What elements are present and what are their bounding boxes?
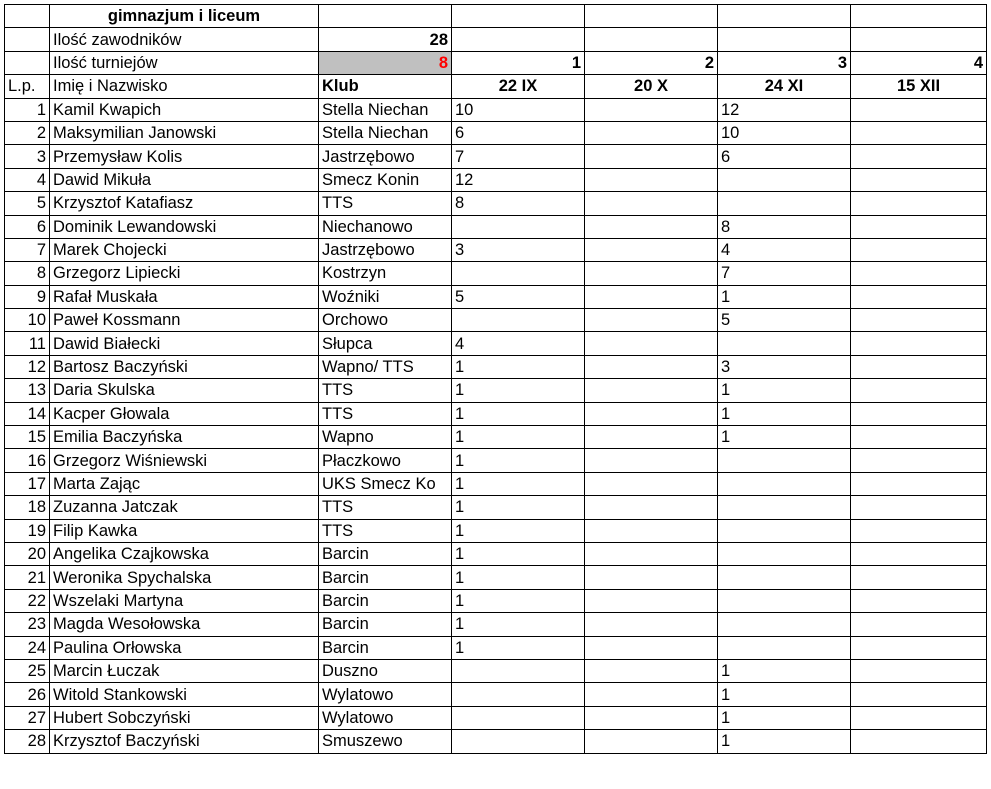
cell-score-t3[interactable] — [718, 168, 851, 191]
cell-score-t2[interactable] — [585, 426, 718, 449]
table-row — [5, 519, 987, 542]
table-row — [5, 215, 987, 238]
tournaments-count[interactable]: 8 — [319, 51, 452, 74]
cell-score-t2[interactable] — [585, 402, 718, 425]
cell-club[interactable]: Woźniki — [319, 285, 452, 308]
cell-club[interactable]: TTS — [319, 519, 452, 542]
tournament-number[interactable]: 4 — [851, 51, 987, 74]
cell-empty[interactable] — [5, 28, 50, 51]
cell-score-t3[interactable] — [718, 613, 851, 636]
cell-empty[interactable] — [319, 5, 452, 28]
cell-score-t2[interactable] — [585, 285, 718, 308]
cell-player-name[interactable]: Marta Zając — [50, 472, 319, 495]
cell-score-t2[interactable] — [585, 472, 718, 495]
cell-score-t3[interactable] — [718, 542, 851, 565]
cell-score-t2[interactable] — [585, 706, 718, 729]
table-row — [5, 589, 987, 612]
cell-player-name[interactable]: Krzysztof Katafiasz — [50, 192, 319, 215]
cell-lp[interactable]: 6 — [5, 215, 50, 238]
cell-score-t4[interactable] — [851, 472, 987, 495]
cell-score-t2[interactable] — [585, 98, 718, 121]
cell-lp[interactable]: 26 — [5, 683, 50, 706]
cell-score-t3[interactable]: 1 — [718, 683, 851, 706]
cell-score-t2[interactable] — [585, 168, 718, 191]
table-row — [5, 145, 987, 168]
cell-lp[interactable]: 10 — [5, 309, 50, 332]
cell-lp[interactable]: 25 — [5, 659, 50, 682]
cell-player-name[interactable]: Emilia Baczyńska — [50, 426, 319, 449]
cell-score-t3[interactable] — [718, 566, 851, 589]
cell-score-t1[interactable] — [452, 215, 585, 238]
cell-score-t2[interactable] — [585, 496, 718, 519]
cell-score-t1[interactable]: 1 — [452, 426, 585, 449]
cell-score-t3[interactable]: 6 — [718, 145, 851, 168]
cell-score-t2[interactable] — [585, 542, 718, 565]
cell-club[interactable]: Wapno/ TTS — [319, 355, 452, 378]
table-row — [5, 192, 987, 215]
table-row — [5, 566, 987, 589]
cell-empty[interactable] — [585, 28, 718, 51]
cell-empty[interactable] — [452, 5, 585, 28]
cell-empty[interactable] — [452, 28, 585, 51]
cell-lp[interactable]: 3 — [5, 145, 50, 168]
cell-score-t1[interactable]: 12 — [452, 168, 585, 191]
cell-score-t1[interactable]: 1 — [452, 496, 585, 519]
cell-empty[interactable] — [718, 28, 851, 51]
cell-club[interactable]: Płaczkowo — [319, 449, 452, 472]
cell-score-t4[interactable] — [851, 519, 987, 542]
cell-lp[interactable]: 9 — [5, 285, 50, 308]
cell-club[interactable]: TTS — [319, 402, 452, 425]
cell-lp[interactable]: 21 — [5, 566, 50, 589]
cell-player-name[interactable]: Dawid Białecki — [50, 332, 319, 355]
cell-score-t2[interactable] — [585, 309, 718, 332]
table-row — [5, 730, 987, 753]
cell-score-t3[interactable] — [718, 192, 851, 215]
cell-score-t3[interactable]: 8 — [718, 215, 851, 238]
cell-club[interactable]: TTS — [319, 496, 452, 519]
table-row — [5, 98, 987, 121]
title-row — [5, 5, 987, 28]
cell-lp[interactable]: 12 — [5, 355, 50, 378]
cell-lp[interactable]: 18 — [5, 496, 50, 519]
cell-score-t1[interactable]: 4 — [452, 332, 585, 355]
table-row — [5, 402, 987, 425]
header-name[interactable]: Imię i Nazwisko — [50, 75, 319, 98]
tournaments-count-row — [5, 51, 987, 74]
cell-club[interactable]: Barcin — [319, 542, 452, 565]
cell-score-t4[interactable] — [851, 426, 987, 449]
cell-score-t2[interactable] — [585, 589, 718, 612]
cell-score-t3[interactable]: 4 — [718, 238, 851, 261]
tournament-number[interactable]: 1 — [452, 51, 585, 74]
cell-player-name[interactable]: Wszelaki Martyna — [50, 589, 319, 612]
cell-score-t1[interactable]: 1 — [452, 379, 585, 402]
cell-score-t4[interactable] — [851, 496, 987, 519]
cell-score-t3[interactable]: 3 — [718, 355, 851, 378]
cell-score-t2[interactable] — [585, 683, 718, 706]
cell-score-t1[interactable] — [452, 706, 585, 729]
players-label[interactable]: Ilość zawodników — [50, 28, 319, 51]
cell-lp[interactable]: 5 — [5, 192, 50, 215]
cell-club[interactable]: UKS Smecz Ko — [319, 472, 452, 495]
cell-player-name[interactable]: Angelika Czajkowska — [50, 542, 319, 565]
cell-lp[interactable]: 22 — [5, 589, 50, 612]
table-row — [5, 121, 987, 144]
cell-score-t1[interactable]: 1 — [452, 402, 585, 425]
cell-club[interactable]: Barcin — [319, 589, 452, 612]
cell-score-t2[interactable] — [585, 379, 718, 402]
cell-score-t1[interactable] — [452, 730, 585, 753]
cell-club[interactable]: Wylatowo — [319, 683, 452, 706]
header-date[interactable]: 15 XII — [851, 75, 987, 98]
cell-club[interactable]: Niechanowo — [319, 215, 452, 238]
tournament-number[interactable]: 3 — [718, 51, 851, 74]
cell-score-t4[interactable] — [851, 636, 987, 659]
cell-lp[interactable]: 11 — [5, 332, 50, 355]
cell-score-t1[interactable]: 1 — [452, 636, 585, 659]
cell-empty[interactable] — [5, 5, 50, 28]
cell-score-t4[interactable] — [851, 613, 987, 636]
cell-score-t4[interactable] — [851, 355, 987, 378]
cell-club[interactable]: Duszno — [319, 659, 452, 682]
cell-score-t4[interactable] — [851, 309, 987, 332]
cell-club[interactable]: TTS — [319, 379, 452, 402]
cell-player-name[interactable]: Magda Wesołowska — [50, 613, 319, 636]
cell-score-t1[interactable]: 1 — [452, 472, 585, 495]
cell-score-t4[interactable] — [851, 402, 987, 425]
cell-lp[interactable]: 4 — [5, 168, 50, 191]
cell-lp[interactable]: 17 — [5, 472, 50, 495]
cell-score-t2[interactable] — [585, 238, 718, 261]
table-row — [5, 706, 987, 729]
cell-player-name[interactable]: Kacper Głowala — [50, 402, 319, 425]
cell-player-name[interactable]: Marek Chojecki — [50, 238, 319, 261]
results-sheet — [4, 4, 987, 754]
cell-player-name[interactable]: Witold Stankowski — [50, 683, 319, 706]
cell-score-t4[interactable] — [851, 449, 987, 472]
cell-score-t2[interactable] — [585, 449, 718, 472]
cell-score-t1[interactable]: 1 — [452, 519, 585, 542]
cell-club[interactable]: Smuszewo — [319, 730, 452, 753]
cell-score-t2[interactable] — [585, 121, 718, 144]
cell-score-t2[interactable] — [585, 730, 718, 753]
cell-score-t3[interactable]: 1 — [718, 426, 851, 449]
table-row — [5, 472, 987, 495]
cell-player-name[interactable]: Krzysztof Baczyński — [50, 730, 319, 753]
cell-score-t1[interactable] — [452, 683, 585, 706]
cell-club[interactable]: Jastrzębowo — [319, 145, 452, 168]
table-row — [5, 683, 987, 706]
cell-lp[interactable]: 28 — [5, 730, 50, 753]
cell-empty[interactable] — [718, 5, 851, 28]
cell-score-t3[interactable] — [718, 449, 851, 472]
cell-score-t3[interactable] — [718, 589, 851, 612]
cell-score-t2[interactable] — [585, 145, 718, 168]
cell-club[interactable]: Słupca — [319, 332, 452, 355]
cell-score-t3[interactable] — [718, 636, 851, 659]
cell-club[interactable]: TTS — [319, 192, 452, 215]
cell-score-t2[interactable] — [585, 355, 718, 378]
sheet-title[interactable]: gimnazjum i liceum — [50, 5, 319, 28]
cell-player-name[interactable]: Marcin Łuczak — [50, 659, 319, 682]
cell-score-t1[interactable]: 5 — [452, 285, 585, 308]
cell-score-t2[interactable] — [585, 192, 718, 215]
header-date[interactable]: 22 IX — [452, 75, 585, 98]
cell-score-t2[interactable] — [585, 566, 718, 589]
cell-lp[interactable]: 14 — [5, 402, 50, 425]
cell-score-t4[interactable] — [851, 730, 987, 753]
cell-score-t3[interactable] — [718, 519, 851, 542]
table-row — [5, 262, 987, 285]
table-row — [5, 332, 987, 355]
cell-lp[interactable]: 2 — [5, 121, 50, 144]
tournament-number[interactable]: 2 — [585, 51, 718, 74]
cell-score-t1[interactable]: 7 — [452, 145, 585, 168]
cell-score-t1[interactable]: 6 — [452, 121, 585, 144]
cell-score-t4[interactable] — [851, 98, 987, 121]
cell-lp[interactable]: 23 — [5, 613, 50, 636]
cell-score-t1[interactable]: 1 — [452, 613, 585, 636]
cell-score-t3[interactable]: 12 — [718, 98, 851, 121]
cell-score-t1[interactable]: 3 — [452, 238, 585, 261]
players-count[interactable]: 28 — [319, 28, 452, 51]
cell-score-t2[interactable] — [585, 262, 718, 285]
cell-score-t4[interactable] — [851, 168, 987, 191]
tournaments-label[interactable]: Ilość turniejów — [50, 51, 319, 74]
cell-lp[interactable]: 19 — [5, 519, 50, 542]
cell-score-t4[interactable] — [851, 121, 987, 144]
cell-player-name[interactable]: Hubert Sobczyński — [50, 706, 319, 729]
cell-score-t4[interactable] — [851, 192, 987, 215]
table-row — [5, 168, 987, 191]
cell-score-t4[interactable] — [851, 145, 987, 168]
cell-player-name[interactable]: Maksymilian Janowski — [50, 121, 319, 144]
table-row — [5, 426, 987, 449]
cell-score-t3[interactable]: 1 — [718, 379, 851, 402]
cell-player-name[interactable]: Daria Skulska — [50, 379, 319, 402]
cell-player-name[interactable]: Grzegorz Wiśniewski — [50, 449, 319, 472]
cell-score-t1[interactable]: 1 — [452, 542, 585, 565]
table-row — [5, 613, 987, 636]
cell-player-name[interactable]: Przemysław Kolis — [50, 145, 319, 168]
cell-score-t2[interactable] — [585, 519, 718, 542]
cell-player-name[interactable]: Rafał Muskała — [50, 285, 319, 308]
cell-club[interactable]: Barcin — [319, 613, 452, 636]
table-row — [5, 238, 987, 261]
cell-empty[interactable] — [851, 28, 987, 51]
cell-score-t3[interactable] — [718, 332, 851, 355]
cell-player-name[interactable]: Filip Kawka — [50, 519, 319, 542]
cell-score-t3[interactable]: 5 — [718, 309, 851, 332]
sheet-body — [5, 5, 987, 754]
cell-club[interactable]: Stella Niechan — [319, 121, 452, 144]
cell-score-t4[interactable] — [851, 706, 987, 729]
cell-score-t3[interactable]: 1 — [718, 706, 851, 729]
table-row — [5, 659, 987, 682]
table-row — [5, 496, 987, 519]
cell-player-name[interactable]: Grzegorz Lipiecki — [50, 262, 319, 285]
cell-score-t4[interactable] — [851, 542, 987, 565]
cell-club[interactable]: Wapno — [319, 426, 452, 449]
cell-score-t1[interactable]: 1 — [452, 449, 585, 472]
cell-score-t1[interactable]: 1 — [452, 355, 585, 378]
header-date[interactable]: 20 X — [585, 75, 718, 98]
cell-score-t4[interactable] — [851, 589, 987, 612]
cell-club[interactable]: Smecz Konin — [319, 168, 452, 191]
cell-score-t2[interactable] — [585, 215, 718, 238]
cell-score-t4[interactable] — [851, 215, 987, 238]
cell-score-t3[interactable] — [718, 472, 851, 495]
cell-score-t3[interactable]: 10 — [718, 121, 851, 144]
cell-score-t1[interactable]: 10 — [452, 98, 585, 121]
cell-score-t4[interactable] — [851, 332, 987, 355]
cell-lp[interactable]: 1 — [5, 98, 50, 121]
cell-player-name[interactable]: Dawid Mikuła — [50, 168, 319, 191]
header-lp[interactable]: L.p. — [5, 75, 50, 98]
cell-club[interactable]: Jastrzębowo — [319, 238, 452, 261]
cell-lp[interactable]: 20 — [5, 542, 50, 565]
cell-score-t2[interactable] — [585, 636, 718, 659]
cell-score-t4[interactable] — [851, 238, 987, 261]
cell-empty[interactable] — [5, 51, 50, 74]
cell-club[interactable]: Barcin — [319, 636, 452, 659]
cell-score-t4[interactable] — [851, 659, 987, 682]
cell-empty[interactable] — [585, 5, 718, 28]
cell-score-t1[interactable] — [452, 262, 585, 285]
cell-score-t4[interactable] — [851, 262, 987, 285]
cell-score-t1[interactable]: 1 — [452, 566, 585, 589]
cell-lp[interactable]: 15 — [5, 426, 50, 449]
table-row — [5, 542, 987, 565]
cell-score-t3[interactable] — [718, 496, 851, 519]
cell-club[interactable]: Kostrzyn — [319, 262, 452, 285]
cell-club[interactable]: Barcin — [319, 566, 452, 589]
cell-score-t1[interactable]: 8 — [452, 192, 585, 215]
cell-lp[interactable]: 13 — [5, 379, 50, 402]
cell-player-name[interactable]: Weronika Spychalska — [50, 566, 319, 589]
cell-score-t2[interactable] — [585, 613, 718, 636]
cell-score-t3[interactable]: 7 — [718, 262, 851, 285]
cell-score-t3[interactable]: 1 — [718, 285, 851, 308]
table-row — [5, 355, 987, 378]
table-row — [5, 636, 987, 659]
header-date[interactable]: 24 XI — [718, 75, 851, 98]
cell-lp[interactable]: 27 — [5, 706, 50, 729]
cell-empty[interactable] — [851, 5, 987, 28]
cell-score-t3[interactable]: 1 — [718, 659, 851, 682]
cell-score-t4[interactable] — [851, 379, 987, 402]
cell-score-t1[interactable] — [452, 659, 585, 682]
cell-player-name[interactable]: Paweł Kossmann — [50, 309, 319, 332]
cell-club[interactable]: Stella Niechan — [319, 98, 452, 121]
cell-lp[interactable]: 24 — [5, 636, 50, 659]
table-row — [5, 379, 987, 402]
table-row — [5, 449, 987, 472]
cell-score-t4[interactable] — [851, 566, 987, 589]
cell-score-t3[interactable]: 1 — [718, 402, 851, 425]
cell-player-name[interactable]: Zuzanna Jatczak — [50, 496, 319, 519]
header-club[interactable]: Klub — [319, 75, 452, 98]
cell-score-t2[interactable] — [585, 659, 718, 682]
players-count-row — [5, 28, 987, 51]
cell-score-t4[interactable] — [851, 683, 987, 706]
cell-lp[interactable]: 16 — [5, 449, 50, 472]
cell-score-t2[interactable] — [585, 332, 718, 355]
cell-player-name[interactable]: Bartosz Baczyński — [50, 355, 319, 378]
cell-player-name[interactable]: Kamil Kwapich — [50, 98, 319, 121]
cell-club[interactable]: Wylatowo — [319, 706, 452, 729]
cell-lp[interactable]: 7 — [5, 238, 50, 261]
cell-lp[interactable]: 8 — [5, 262, 50, 285]
cell-club[interactable]: Orchowo — [319, 309, 452, 332]
cell-score-t1[interactable]: 1 — [452, 589, 585, 612]
table-row — [5, 285, 987, 308]
cell-score-t4[interactable] — [851, 285, 987, 308]
header-row — [5, 75, 987, 98]
cell-score-t3[interactable]: 1 — [718, 730, 851, 753]
table-row — [5, 309, 987, 332]
cell-score-t1[interactable] — [452, 309, 585, 332]
cell-player-name[interactable]: Paulina Orłowska — [50, 636, 319, 659]
cell-player-name[interactable]: Dominik Lewandowski — [50, 215, 319, 238]
